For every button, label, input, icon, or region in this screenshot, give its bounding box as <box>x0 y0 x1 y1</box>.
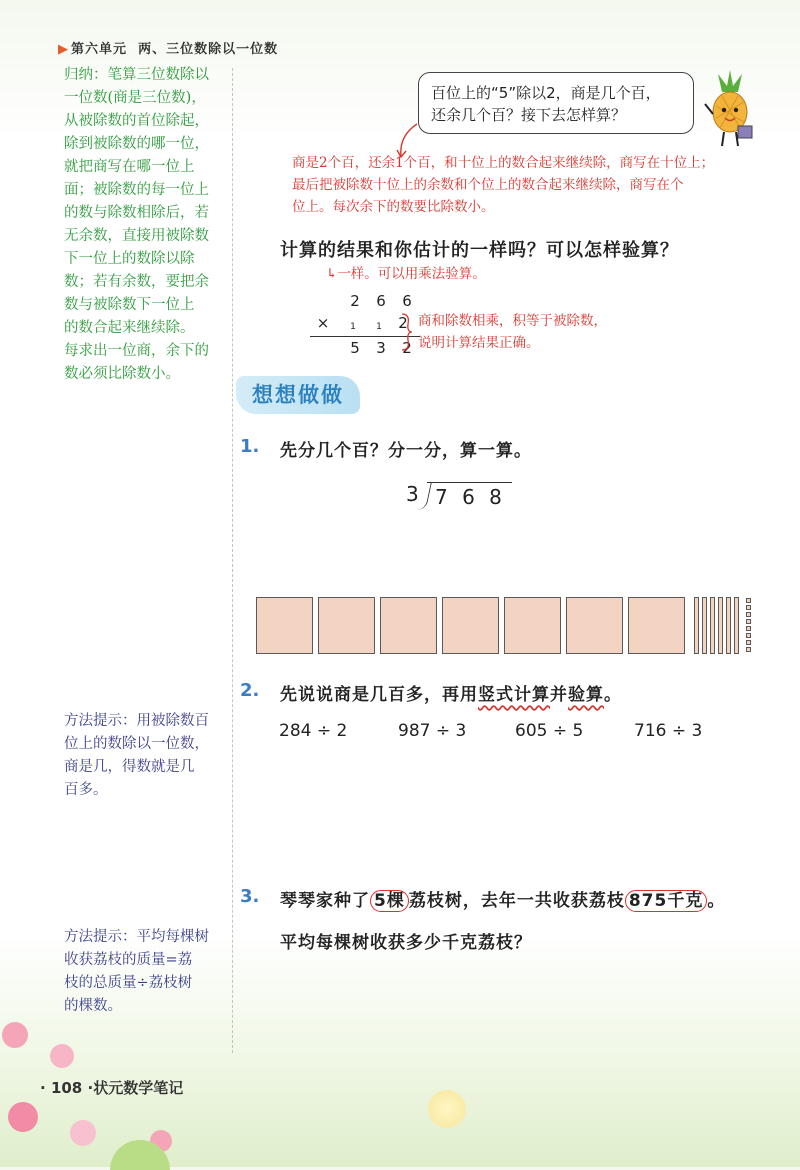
carry-digit: 1 <box>376 322 382 332</box>
summary-line: 归纳：笔算三位数除以 <box>64 67 209 83</box>
exercise-1-text: 先分几个百？分一分，算一算。 <box>280 441 532 461</box>
exercise-1-number: 1. <box>240 436 260 457</box>
ex3-circled-part: 875千克 <box>625 890 708 912</box>
summary-line: 面；被除数的每一位上 <box>64 182 209 198</box>
bubble-line: 百位上的“5”除以2，商是几个百， <box>431 84 661 102</box>
divisor: 3 <box>406 482 419 506</box>
tip-line: 百多。 <box>64 782 108 798</box>
ex3-text-part: 琴琴家种了 <box>280 891 370 911</box>
summary-line: 从被除数的首位除起， <box>64 113 209 129</box>
hundred-block <box>442 597 499 654</box>
ten-stick <box>694 597 699 654</box>
check-question: 计算的结果和你估计的一样吗？可以怎样验算？ <box>280 240 679 261</box>
check-note <box>418 310 607 354</box>
book-title: 状元数学笔记 <box>93 1079 184 1097</box>
footer-dot: · <box>87 1079 94 1097</box>
summary-line: 除到被除数的哪一位， <box>64 136 209 152</box>
ten-stick <box>702 597 707 654</box>
times-sign: × <box>316 314 330 332</box>
unit-label: 第六单元 <box>71 42 128 57</box>
unit-cube <box>746 605 751 610</box>
hundred-block <box>380 597 437 654</box>
hundred-block <box>318 597 375 654</box>
hundred-block <box>256 597 313 654</box>
page-number: 108 <box>50 1079 83 1097</box>
red-annotation <box>292 152 772 218</box>
triangle-icon: ▶ <box>58 42 69 57</box>
brace-icon <box>400 312 414 352</box>
margin-divider <box>232 68 233 1053</box>
speech-bubble <box>418 72 694 134</box>
exercise-2-number: 2. <box>240 680 260 701</box>
digit: 2 <box>350 292 360 310</box>
annotation-line: 最后把被除数十位上的余数和个位上的数合起来继续除，商写在个 <box>292 177 684 193</box>
unit-cube <box>746 633 751 638</box>
dandelion-icon <box>428 1090 466 1128</box>
tip-line: 方法提示：用被除数百 <box>64 713 209 729</box>
expression: 605 ÷ 5 <box>515 721 584 741</box>
sidebar-summary <box>64 64 226 386</box>
digit: 2 <box>398 314 408 332</box>
tip-line: 商是几，得数就是几 <box>64 759 195 775</box>
unit-title: 两、三位数除以一位数 <box>138 42 279 57</box>
ex2-underlined-part: 验算 <box>568 685 604 705</box>
summary-line: 每求出一位商，余下的 <box>64 343 209 359</box>
hundred-block <box>566 597 623 654</box>
page-footer <box>40 1077 183 1098</box>
carry-digit: 1 <box>350 322 356 332</box>
digit: 3 <box>376 339 386 357</box>
summary-line: 就把商写在哪一位上 <box>64 159 195 175</box>
ten-stick <box>710 597 715 654</box>
ten-stick <box>726 597 731 654</box>
ex2-underlined-part: 竖式计算 <box>478 685 550 705</box>
flower-icon <box>2 1022 28 1048</box>
footer-dot: · <box>40 1079 46 1097</box>
tip-line: 位上的数除以一位数， <box>64 736 209 752</box>
ex2-text-part: 并 <box>550 685 568 705</box>
answer-note <box>326 262 486 282</box>
tip-line: 方法提示：平均每棵树 <box>64 929 209 945</box>
long-division <box>406 482 506 510</box>
tip-line: 枝的总质量÷荔枝树 <box>64 975 193 991</box>
ex2-text-part: 先说说商是几百多，再用 <box>280 685 478 705</box>
summary-line: 的数合起来继续除。 <box>64 320 195 336</box>
bubble-line: 还余几个百？接下去怎样算？ <box>431 106 627 124</box>
summary-line: 无余数，直接用被除数 <box>64 228 209 244</box>
expression: 987 ÷ 3 <box>398 721 467 741</box>
ex2-text-part: 。 <box>604 685 622 705</box>
digit: 6 <box>376 292 386 310</box>
annotation-line: 商是2个百，还余1个百，和十位上的数合起来继续除，商写在十位上； <box>292 155 715 171</box>
summary-line: 下一位上的数除以除 <box>64 251 195 267</box>
section-title: 想想做做 <box>236 376 360 414</box>
summary-line: 的数与除数相除后，若 <box>64 205 209 221</box>
unit-cube <box>746 619 751 624</box>
summary-line: 数与被除数下一位上 <box>64 297 195 313</box>
sidebar-tip-1 <box>64 710 226 802</box>
expression: 716 ÷ 3 <box>634 721 703 741</box>
unit-cube <box>746 640 751 645</box>
hundred-block <box>504 597 561 654</box>
pineapple-mascot-icon <box>700 70 760 150</box>
chapter-header <box>58 38 278 57</box>
summary-line: 一位数(商是三位数)， <box>64 90 206 106</box>
ex3-text-part: 。 <box>707 891 726 911</box>
flower-icon <box>8 1102 38 1132</box>
summary-line: 数必须比除数小。 <box>64 366 180 382</box>
answer-note-text: 一样。可以用乘法验算。 <box>337 266 486 282</box>
summary-line: 数；若有余数，要把余 <box>64 274 209 290</box>
annotation-line: 位上。每次余下的数要比除数小。 <box>292 199 495 215</box>
tip-line: 收获荔枝的质量=荔 <box>64 952 193 968</box>
digit: 6 <box>402 292 412 310</box>
dividend: 7 6 8 <box>427 482 512 509</box>
tip-line: 的棵数。 <box>64 998 122 1014</box>
expression: 284 ÷ 2 <box>279 721 348 741</box>
unit-cube <box>746 612 751 617</box>
check-note-line: 商和除数相乘，积等于被除数， <box>418 313 607 329</box>
unit-cube <box>746 647 751 652</box>
hundred-block <box>628 597 685 654</box>
unit-cube <box>746 626 751 631</box>
calc-row-top <box>310 290 420 312</box>
ten-stick <box>734 597 739 654</box>
digit: 5 <box>350 339 360 357</box>
exercise-2-text <box>280 680 622 705</box>
ex3-text-part: 荔枝树，去年一共收获荔枝 <box>408 891 625 911</box>
ten-stick <box>718 597 723 654</box>
flower-icon <box>50 1044 74 1068</box>
exercise-3-text <box>280 886 725 911</box>
check-note-line: 说明计算结果正确。 <box>418 335 540 351</box>
flower-icon <box>70 1120 96 1146</box>
exercise-3-question: 平均每棵树收获多少千克荔枝？ <box>280 933 532 953</box>
digit: 2 <box>402 339 412 357</box>
exercise-3-number: 3. <box>240 886 260 907</box>
hook-arrow-icon: ↳ <box>326 266 338 282</box>
ex3-circled-part: 5棵 <box>370 890 409 912</box>
sidebar-tip-2 <box>64 926 226 1018</box>
unit-cube <box>746 598 751 603</box>
